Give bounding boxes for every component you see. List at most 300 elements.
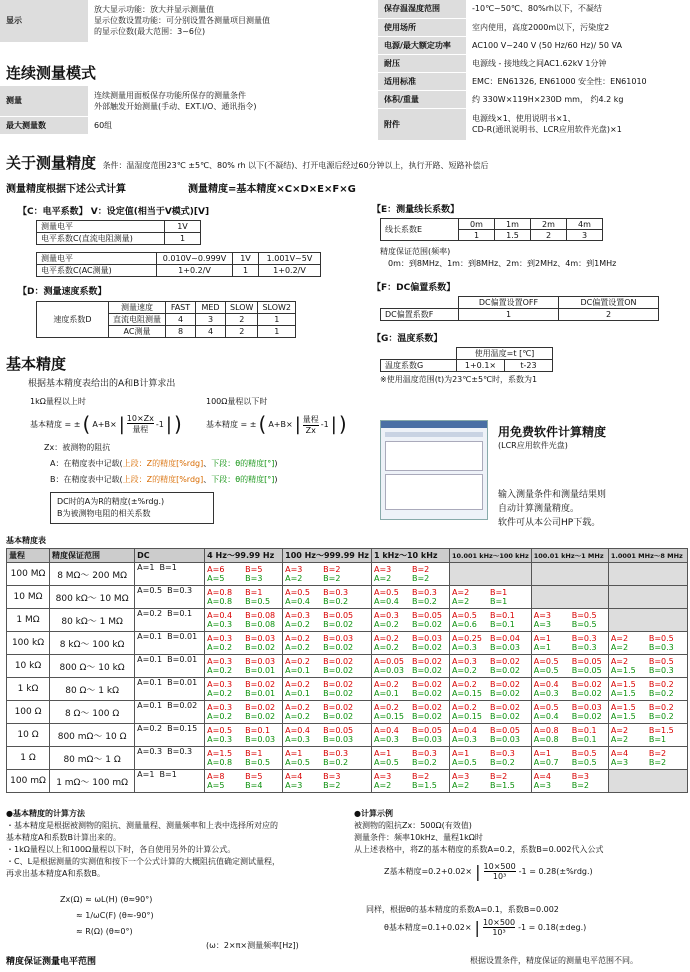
accuracy-cell: [205, 701, 283, 724]
accuracy-cell: [371, 678, 449, 701]
z-b: B=0.5: [648, 657, 674, 666]
c-cell: 1V: [165, 221, 201, 233]
note-line: ・1kΩ量程以上和100Ω量程以下时，各自使用另外的计算公式。: [6, 845, 236, 854]
a-line-end: ): [274, 459, 278, 468]
accuracy-cell: [283, 563, 372, 586]
table-row: [7, 678, 688, 701]
formula-tail: -1: [155, 419, 164, 429]
a-line: [50, 458, 278, 469]
b-line: [50, 474, 278, 485]
theta-a: A=0.2: [285, 620, 311, 629]
accuracy-cell: [531, 701, 608, 724]
dc-cell: [135, 563, 205, 586]
accuracy-cell: [608, 655, 687, 678]
note-line: 测量条件：频率10kHz、量程1kΩ时: [354, 833, 483, 842]
z-a: A=2: [610, 726, 629, 735]
theta-b: B=0.05: [571, 666, 602, 675]
dc-a: A=0.2: [137, 609, 163, 618]
z-a: A=8: [207, 772, 225, 781]
a-line-sep: 、: [203, 459, 212, 468]
z-a: A=0.05: [373, 657, 404, 666]
accuracy-cell: [608, 747, 687, 770]
accuracy-cell: [371, 563, 449, 586]
z-b: B=0.1: [571, 726, 597, 735]
span-cell: 800 Ω～ 10 kΩ: [50, 655, 135, 678]
formula-100: 基本精度 = ± ( A+B× | 量程 Zx -1 | ): [206, 412, 347, 436]
range-cell: 1 kΩ: [7, 678, 50, 701]
note-line: 基本精度A和系数B计算出来的。: [6, 833, 121, 842]
z-b: B=0.02: [411, 680, 442, 689]
dc-note-box: [50, 492, 214, 524]
head-freq: 1.0001 MHz～8 MHz: [608, 549, 687, 563]
footer-left: 精度保证测量电平范围: [6, 957, 97, 967]
z-b: B=5: [245, 565, 263, 574]
z-b: B=0.3: [571, 634, 597, 643]
example-formula-z: Z基本精度=0.2+0.02× | $\frac{10\times 500}{\text{10³}}$ -1 = 0.28(±%rdg.): [384, 862, 593, 881]
notes-left: [6, 808, 346, 880]
spec-row: [0, 86, 345, 116]
basic-accuracy-table: [6, 548, 688, 793]
d-cell: 1: [258, 314, 296, 326]
empty-cell: [608, 563, 687, 586]
theta-a: A=0.4: [373, 597, 399, 606]
z-b: B=0.03: [323, 634, 354, 643]
z-b: B=2: [411, 772, 430, 781]
z-a: A=6: [207, 565, 225, 574]
basic-left-head: 1kΩ量程以上时: [30, 397, 86, 406]
e-head: 1m: [495, 219, 531, 230]
zx-note: Zx：被测物的阻抗: [44, 443, 111, 452]
accuracy-cell: [205, 632, 283, 655]
accuracy-cell: [205, 655, 283, 678]
e-cell: 1.5: [495, 230, 531, 241]
z-b: B=0.03: [245, 657, 276, 666]
d-cell: 直流电阻测量: [109, 314, 166, 326]
z-a: A=0.5: [451, 611, 477, 620]
theta-a: A=0.03: [373, 666, 404, 675]
e-table: [380, 218, 603, 241]
c-cell: 1V: [233, 253, 259, 265]
table-row: [7, 747, 688, 770]
spec-row: [378, 0, 690, 18]
z-a: A=0.8: [207, 588, 233, 597]
theta-a: A=5: [207, 574, 225, 583]
theta-a: A=0.3: [285, 735, 311, 744]
continuous-mode-title: 连续测量模式: [6, 64, 97, 82]
theta-a: A=0.4: [533, 712, 559, 721]
z-a: A=0.3: [285, 611, 311, 620]
z-a: A=1: [533, 634, 551, 643]
z-a: A=0.3: [207, 703, 233, 712]
z-b: B=0.03: [245, 634, 276, 643]
z-b: B=0.1: [245, 726, 271, 735]
e-cell: 2: [531, 230, 567, 241]
z-a: A=0.4: [451, 726, 477, 735]
z-a: A=4: [533, 772, 551, 781]
b-line-end: ): [274, 475, 278, 484]
accuracy-cell: [283, 632, 372, 655]
zx-formula: ≈ 1/ωC(F) (θ≈-90°): [76, 911, 154, 920]
theta-a: A=3: [610, 758, 629, 767]
theta-b: B=0.02: [245, 643, 276, 652]
theta-b: B=0.02: [411, 666, 442, 675]
dc-a: A=0.1: [137, 678, 163, 687]
d-label: 速度系数D: [37, 302, 109, 338]
accuracy-cell: [283, 678, 372, 701]
dc-b: B=0.01: [167, 655, 198, 664]
software-title: 用免费软件计算精度: [498, 425, 607, 439]
spec-row: [0, 116, 345, 134]
f-cell: 1: [459, 309, 559, 321]
theta-b: B=0.02: [411, 712, 442, 721]
theta-b: B=0.5: [245, 597, 271, 606]
formula-tail: -1: [320, 419, 329, 429]
spec-row: [378, 18, 690, 36]
z-b: B=0.02: [245, 703, 276, 712]
c-cell: 1: [233, 265, 259, 277]
head-freq: 100 Hz～999.99 Hz: [283, 549, 372, 563]
theta-a: A=0.1: [285, 666, 311, 675]
theta-a: A=0.8: [533, 735, 559, 744]
theta-a: A=0.15: [451, 712, 482, 721]
d-head: SLOW2: [258, 302, 296, 314]
f-head: DC偏置设置OFF: [459, 297, 559, 309]
ex-num: 10×500: [483, 862, 516, 871]
example-formula-theta: θ基本精度=0.1+0.02× | $\frac{10\times 500}{\text{10³}}$ -1 = 0.18(±deg.): [384, 918, 587, 937]
theta-b: B=1.5: [489, 781, 515, 790]
z-a: A=1: [451, 749, 470, 758]
a-line-pre: A：在精度表中记载(: [50, 459, 123, 468]
accuracy-cell: [283, 770, 372, 793]
theta-a: A=2: [373, 781, 392, 790]
range-cell: 1 MΩ: [7, 609, 50, 632]
dc-b: B=0.1: [167, 609, 193, 618]
formula-main: 测量精度=基本精度×C×D×E×F×G: [188, 184, 356, 195]
ex-num: 10×500: [482, 918, 516, 927]
notes-left-title: ●基本精度的计算方法: [6, 809, 85, 818]
theta-a: A=0.3: [451, 735, 477, 744]
formula-1k: 基本精度 = ± ( A+B× | 10×Zx 量程 -1 | ): [30, 412, 182, 436]
spec-value: EMC：EN61326, EN61000 安全性：EN61010: [466, 72, 690, 90]
z-a: A=0.8: [533, 726, 559, 735]
dc-b: B=0.3: [167, 586, 193, 595]
e-note1: 精度保证范围(频率): [380, 247, 451, 256]
d-cell: 2: [226, 326, 258, 338]
z-b: B=0.02: [323, 703, 354, 712]
range-cell: 1 Ω: [7, 747, 50, 770]
example-note: 同样，根据θ的基本精度的系数A=0.1，系数B=0.002: [366, 905, 559, 914]
theta-b: B=0.2: [323, 597, 349, 606]
f-table: [380, 296, 659, 321]
theta-a: A=0.3: [533, 689, 559, 698]
z-b: B=0.02: [489, 680, 520, 689]
range-cell: 100 mΩ: [7, 770, 50, 793]
accuracy-cell: [531, 724, 608, 747]
note-line: ・基本精度是根据被测物的阻抗、测量量程、测量频率和上表中选择所对应的: [6, 821, 278, 830]
head-span: 精度保证范围: [50, 549, 135, 563]
e-head: 2m: [531, 219, 567, 230]
theta-b: B=0.02: [411, 689, 442, 698]
theta-a: A=0.15: [373, 712, 404, 721]
c-cell: 测量电平: [37, 221, 165, 233]
theta-b: B=0.02: [411, 643, 442, 652]
theta-a: A=0.3: [451, 643, 477, 652]
theta-b: B=0.02: [571, 689, 602, 698]
spec-row: [378, 90, 690, 108]
ex-den: 10³: [492, 928, 506, 937]
c-title: 【C：电平系数】 V：设定值(相当于V模式)[V]: [18, 207, 210, 217]
software-desc-1: 输入测量条件和测量结果则: [498, 490, 607, 500]
accuracy-cell: [371, 747, 449, 770]
z-a: A=0.2: [451, 703, 477, 712]
d-head: SLOW: [226, 302, 258, 314]
f-head: DC偏置设置ON: [559, 297, 659, 309]
theta-b: B=0.08: [245, 620, 276, 629]
spec-value: 室内使用，高度2000m以下，污染度2: [466, 18, 690, 36]
c-cell: 0.010V~0.999V: [157, 253, 233, 265]
accuracy-cell: [531, 609, 608, 632]
continuous-mode-table: [0, 86, 345, 135]
c-cell: 电平系数C(直流电阻测量): [37, 233, 165, 245]
formula-label: 基本精度 = ±: [30, 419, 81, 429]
theta-a: A=0.2: [451, 666, 477, 675]
c-cell: 1+0.2/V: [259, 265, 321, 277]
c-table-dc: [36, 220, 201, 245]
z-b: B=2: [411, 565, 430, 574]
range-cell: 10 MΩ: [7, 586, 50, 609]
z-b: B=0.02: [489, 703, 520, 712]
theta-b: B=0.5: [571, 620, 597, 629]
basic-sub: 根据基本精度表给出的A和B计算求出: [28, 379, 176, 389]
g-label: 温度系数G: [381, 360, 457, 372]
z-a: A=2: [610, 657, 629, 666]
z-b: B=0.3: [489, 749, 515, 758]
table-row: [7, 632, 688, 655]
z-a: A=1: [533, 749, 551, 758]
z-b: B=0.02: [245, 680, 276, 689]
z-a: A=1: [373, 749, 392, 758]
accuracy-cell: [283, 724, 372, 747]
theta-b: B=0.02: [323, 620, 354, 629]
omega-note: (ω：2×π×测量频率[Hz]): [206, 941, 299, 950]
z-a: A=4: [285, 772, 303, 781]
theta-a: A=2: [610, 735, 629, 744]
f-title: 【F：DC偏置系数】: [372, 283, 456, 293]
theta-b: B=0.1: [571, 735, 597, 744]
notes-right: [354, 808, 688, 856]
theta-a: A=0.5: [451, 758, 477, 767]
empty-cell: [608, 586, 687, 609]
accuracy-cell: [608, 678, 687, 701]
table-row: [7, 701, 688, 724]
theta-b: B=0.2: [323, 758, 349, 767]
spec-key: 保存温湿度范围: [378, 0, 466, 18]
accuracy-cell: [608, 701, 687, 724]
spec-row: [378, 108, 690, 140]
z-b: B=0.02: [571, 680, 602, 689]
z-b: B=0.05: [323, 726, 354, 735]
dc-cell: [135, 770, 205, 793]
z-b: B=3: [571, 772, 590, 781]
theta-a: A=3: [533, 781, 551, 790]
d-cell: 3: [196, 314, 226, 326]
d-cell: 4: [196, 326, 226, 338]
theta-a: A=0.6: [451, 620, 477, 629]
accuracy-cell: [449, 609, 531, 632]
spec-value: AC100 V~240 V (50 Hz/60 Hz)/ 50 VA: [466, 36, 690, 54]
d-cell: 8: [166, 326, 196, 338]
z-a: A=0.4: [533, 680, 559, 689]
dc-cell: [135, 586, 205, 609]
theta-a: A=0.2: [373, 620, 399, 629]
dc-a: A=0.5: [137, 586, 163, 595]
accuracy-cell: [283, 747, 372, 770]
z-b: B=2: [648, 749, 667, 758]
z-b: B=0.5: [648, 634, 674, 643]
z-a: A=0.2: [285, 680, 311, 689]
accuracy-cell: [531, 747, 608, 770]
theta-a: A=2: [285, 574, 303, 583]
spec-row: [378, 54, 690, 72]
spec-key: 最大测量数: [0, 116, 88, 134]
z-a: A=0.2: [373, 680, 399, 689]
range-cell: 10 kΩ: [7, 655, 50, 678]
a-line-theta: 下段：θ的精度[°]: [211, 459, 275, 468]
formula-num: 量程: [302, 414, 319, 424]
spec-value: 60组: [88, 116, 345, 134]
b-line-pre: B：在精度表中记载(: [50, 475, 123, 484]
spec-value: -10℃~50℃、80%rh以下，不凝结: [466, 0, 690, 18]
b-line-sep: 、: [203, 475, 212, 484]
formula-num: 10×Zx: [126, 413, 154, 423]
dc-a: A=0.2: [137, 724, 163, 733]
range-cell: 100 Ω: [7, 701, 50, 724]
accuracy-cell: [283, 701, 372, 724]
e-cell: 3: [567, 230, 603, 241]
accuracy-cell: [371, 701, 449, 724]
spec-row: [378, 72, 690, 90]
z-a: A=0.2: [373, 703, 399, 712]
z-b: B=0.02: [489, 657, 520, 666]
z-b: B=0.1: [489, 611, 515, 620]
spec-row: [0, 0, 345, 42]
formula-den: Zx: [305, 425, 316, 435]
theta-b: B=1: [489, 597, 508, 606]
theta-a: A=0.5: [373, 758, 399, 767]
accuracy-cell: [449, 586, 531, 609]
z-a: A=1.5: [207, 749, 233, 758]
z-a: A=1.5: [610, 703, 636, 712]
z-b: B=1: [245, 588, 263, 597]
theta-b: B=0.02: [323, 712, 354, 721]
spec-key: 适用标准: [378, 72, 466, 90]
spec-key: 显示: [0, 0, 88, 42]
span-cell: 8 kΩ～ 100 kΩ: [50, 632, 135, 655]
empty-cell: [449, 563, 531, 586]
accuracy-cell: [205, 770, 283, 793]
accuracy-cell: [283, 586, 372, 609]
dc-a: A=1: [137, 770, 155, 779]
table-row: [7, 770, 688, 793]
theta-a: A=0.3: [207, 735, 233, 744]
z-b: B=0.05: [411, 611, 442, 620]
z-a: A=0.5: [373, 588, 399, 597]
theta-a: A=0.3: [373, 735, 399, 744]
c-cell: 1.001V~5V: [259, 253, 321, 265]
range-cell: 100 kΩ: [7, 632, 50, 655]
g-title: 【G：温度系数】: [372, 334, 443, 344]
z-b: B=0.02: [411, 657, 442, 666]
spec-row: [378, 36, 690, 54]
theta-b: B=0.5: [245, 758, 271, 767]
head-dc: DC: [135, 549, 205, 563]
theta-b: B=2: [411, 574, 430, 583]
f-label: DC偏置系数F: [381, 309, 459, 321]
c-cell: 电平系数C(AC测量): [37, 265, 157, 277]
note-line: ・C、L是根据测量的实测值和按下一个公式计算的大概阻抗值确定测试量程，: [6, 857, 281, 866]
accuracy-cell: [449, 632, 531, 655]
theta-b: B=0.02: [571, 712, 602, 721]
theta-a: A=0.7: [533, 758, 559, 767]
empty-cell: [531, 563, 608, 586]
z-a: A=0.2: [285, 657, 311, 666]
z-b: B=0.05: [489, 726, 520, 735]
theta-b: B=2: [323, 781, 341, 790]
span-cell: 8 Ω～ 100 Ω: [50, 701, 135, 724]
accuracy-cell: [449, 770, 531, 793]
basic-title: 基本精度: [6, 355, 67, 373]
g-cell: 1+0.1×: [457, 360, 505, 372]
z-a: A=1: [285, 749, 303, 758]
d-cell: 4: [166, 314, 196, 326]
formula-intro: 测量精度根据下述公式计算: [6, 184, 126, 195]
z-b: B=0.3: [411, 588, 437, 597]
accuracy-cell: [608, 724, 687, 747]
theta-a: A=0.2: [285, 643, 311, 652]
basic-right-head: 100Ω量程以下时: [206, 397, 268, 406]
accuracy-cell: [449, 655, 531, 678]
theta-b: B=0.01: [245, 666, 276, 675]
theta-b: B=0.02: [245, 712, 276, 721]
z-b: B=0.2: [648, 680, 674, 689]
software-desc-2: 自动计算测量精度。: [498, 504, 580, 514]
theta-a: A=0.5: [533, 666, 559, 675]
note-line: 被测物的阻抗Zx：500Ω(有效值): [354, 821, 472, 830]
dc-b: B=0.15: [167, 724, 198, 733]
spec-key: 测量: [0, 86, 88, 116]
head-freq: 10.001 kHz～100 kHz: [449, 549, 531, 563]
theta-b: B=0.5: [571, 758, 597, 767]
theta-a: A=0.4: [285, 597, 311, 606]
d-table: [36, 301, 296, 338]
spec-key: 使用场所: [378, 18, 466, 36]
theta-a: A=0.5: [285, 758, 311, 767]
z-a: A=0.5: [207, 726, 233, 735]
span-cell: 1 mΩ～ 100 mΩ: [50, 770, 135, 793]
dc-b: B=0.01: [167, 632, 198, 641]
d-cell: 2: [226, 314, 258, 326]
theta-a: A=0.15: [451, 689, 482, 698]
spec-key: 耐压: [378, 54, 466, 72]
z-b: B=3: [323, 772, 341, 781]
theta-a: A=0.2: [373, 643, 399, 652]
theta-b: B=0.03: [245, 735, 276, 744]
f-cell: 2: [559, 309, 659, 321]
theta-b: B=0.01: [245, 689, 276, 698]
z-a: A=2: [610, 634, 629, 643]
ex-tail: -1 = 0.28(±%rdg.): [518, 867, 593, 876]
e-note2: 0m：到8MHz、1m：到8MHz、2m：到2MHz、4m：到1MHz: [388, 259, 617, 268]
